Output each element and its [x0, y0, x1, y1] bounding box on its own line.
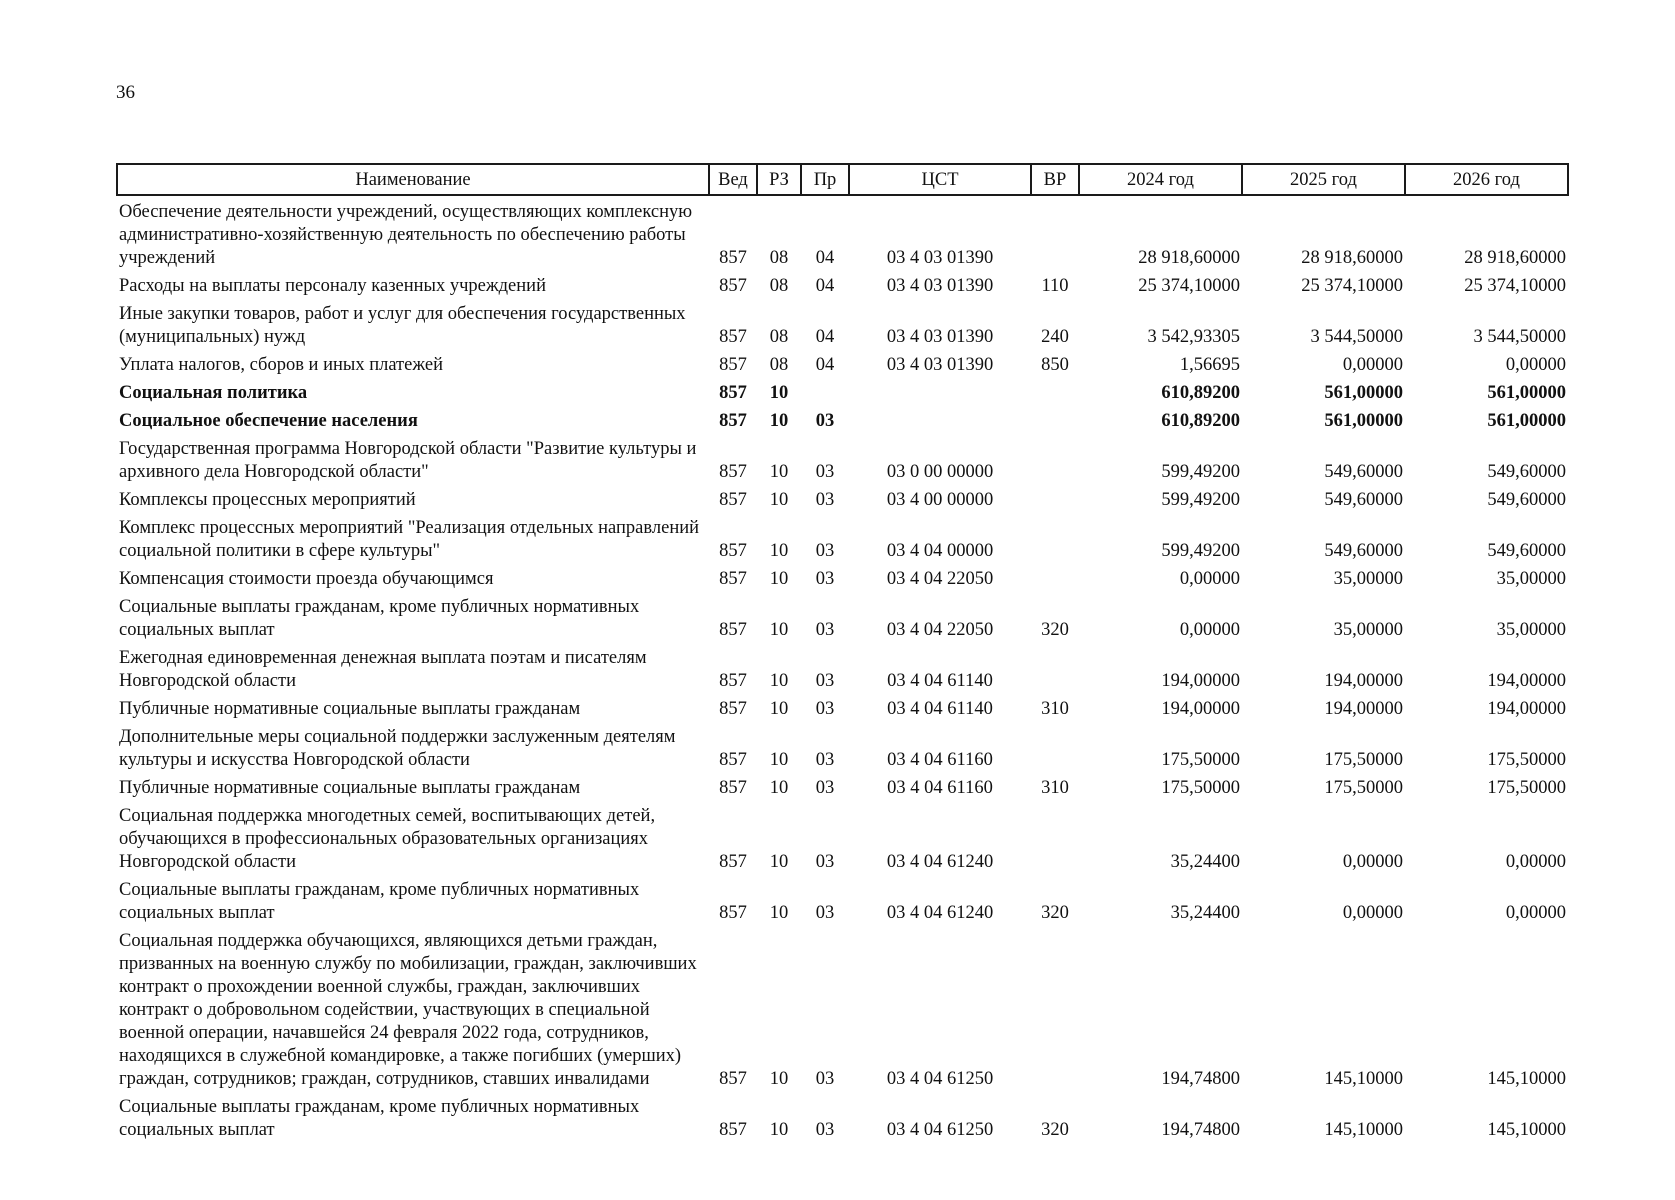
row-ved: 857 — [719, 383, 747, 403]
row-rz: 10 — [769, 750, 789, 770]
row-ved: 857 — [719, 248, 747, 268]
header-2024: 2024 год — [1079, 164, 1242, 195]
row-pr: 03 — [815, 620, 835, 640]
row-rz: 10 — [769, 541, 789, 561]
table-row — [117, 800, 1568, 874]
table-row — [117, 270, 1568, 298]
row-rz: 08 — [769, 355, 789, 375]
header-rz: РЗ — [757, 164, 801, 195]
row-rz: 10 — [769, 462, 789, 482]
row-2026: 561,00000 — [1487, 383, 1566, 403]
row-2026: 0,00000 — [1505, 852, 1566, 872]
row-pr: 03 — [815, 490, 835, 510]
header-2026: 2026 год — [1405, 164, 1568, 195]
table-row — [117, 693, 1568, 721]
table-row — [117, 195, 1568, 270]
table-row — [117, 377, 1568, 405]
table-row — [117, 874, 1568, 925]
row-name: Ежегодная единовременная денежная выплата поэтам и писателям Новгородской области — [119, 648, 647, 691]
row-cst: 03 4 04 61250 — [886, 1069, 994, 1089]
row-name: Компенсация стоимости проезда обучающимся — [119, 569, 494, 589]
row-ved: 857 — [719, 276, 747, 296]
row-cst: 03 4 00 00000 — [886, 490, 994, 510]
row-vr: 850 — [1041, 355, 1069, 375]
row-2025: 145,10000 — [1324, 1069, 1403, 1089]
row-vr: 320 — [1041, 1120, 1069, 1140]
row-rz: 10 — [769, 620, 789, 640]
row-pr: 03 — [815, 462, 835, 482]
row-2024: 3 542,93305 — [1147, 327, 1240, 347]
row-2025: 0,00000 — [1342, 355, 1403, 375]
table-row — [117, 591, 1568, 642]
row-2025: 0,00000 — [1342, 852, 1403, 872]
row-2024: 599,49200 — [1161, 462, 1240, 482]
row-ved: 857 — [719, 1069, 747, 1089]
row-rz: 10 — [769, 411, 789, 431]
row-vr — [1031, 642, 1079, 693]
row-name: Публичные нормативные социальные выплаты гражданам — [119, 699, 581, 719]
row-vr — [1031, 800, 1079, 874]
row-cst: 03 4 03 01390 — [886, 276, 994, 296]
row-2025: 549,60000 — [1324, 490, 1403, 510]
table-row — [117, 512, 1568, 563]
row-pr: 03 — [815, 569, 835, 589]
row-2026: 549,60000 — [1487, 541, 1566, 561]
row-2024: 0,00000 — [1179, 569, 1240, 589]
row-cst: 03 4 04 22050 — [886, 620, 994, 640]
row-ved: 857 — [719, 355, 747, 375]
row-rz: 08 — [769, 327, 789, 347]
row-ved: 857 — [719, 778, 747, 798]
row-pr: 04 — [815, 276, 835, 296]
row-name: Социальные выплаты гражданам, кроме публичных нормативных социальных выплат — [119, 880, 640, 923]
row-name: Иные закупки товаров, работ и услуг для обеспечения государственных (муниципальных) нужд — [119, 304, 686, 347]
row-pr: 03 — [815, 1120, 835, 1140]
row-ved: 857 — [719, 699, 747, 719]
header-vr: ВР — [1031, 164, 1079, 195]
row-2024: 194,00000 — [1161, 699, 1240, 719]
row-ved: 857 — [719, 620, 747, 640]
row-2025: 35,00000 — [1333, 569, 1403, 589]
page-number: 36 — [116, 82, 135, 103]
row-ved: 857 — [719, 671, 747, 691]
row-rz: 10 — [769, 852, 789, 872]
row-2026: 194,00000 — [1487, 699, 1566, 719]
table-row — [117, 349, 1568, 377]
row-pr: 03 — [815, 903, 835, 923]
row-ved: 857 — [719, 852, 747, 872]
row-cst: 03 4 04 22050 — [886, 569, 994, 589]
row-2025: 145,10000 — [1324, 1120, 1403, 1140]
row-pr: 04 — [815, 355, 835, 375]
table-row — [117, 563, 1568, 591]
header-cst: ЦСТ — [849, 164, 1031, 195]
row-2026: 175,50000 — [1487, 778, 1566, 798]
row-cst: 03 4 04 61240 — [886, 852, 994, 872]
row-vr — [1031, 563, 1079, 591]
row-2024: 194,00000 — [1161, 671, 1240, 691]
row-name: Социальная поддержка обучающихся, являющихся детьми граждан, призванных на военную службу по мобилизации, граждан, заключивших контракт о прохождении военной службы, граждан, заключивших контракт о добровольном содействии, участвующих в специальной военной операции, начавшейся 24 февраля 2022 года, сотрудников, находящихся в служебной командировке, а также погибших (умерших) граждан, сотрудников; граждан, сотрудников, ставших инвалидами — [119, 931, 697, 1089]
row-name: Обеспечение деятельности учреждений, осуществляющих комплексную административно-хозяйственную деятельность по обеспечению работы учреждений — [119, 202, 693, 268]
row-2026: 25 374,10000 — [1464, 276, 1566, 296]
row-name: Государственная программа Новгородской области "Развитие культуры и архивного дела Новгородской области" — [119, 439, 697, 482]
row-name: Уплата налогов, сборов и иных платежей — [119, 355, 444, 375]
table-row — [117, 484, 1568, 512]
row-2026: 549,60000 — [1487, 462, 1566, 482]
row-2025: 549,60000 — [1324, 462, 1403, 482]
row-vr — [1031, 377, 1079, 405]
row-pr: 03 — [815, 778, 835, 798]
row-rz: 08 — [769, 276, 789, 296]
row-name: Социальная политика — [119, 383, 308, 403]
table-body — [117, 195, 1568, 1142]
row-name: Комплексы процессных мероприятий — [119, 490, 416, 510]
row-pr: 03 — [815, 699, 835, 719]
table-row — [117, 642, 1568, 693]
row-cst: 03 4 04 00000 — [886, 541, 994, 561]
row-2024: 1,56695 — [1179, 355, 1240, 375]
row-rz: 10 — [769, 1120, 789, 1140]
row-2026: 549,60000 — [1487, 490, 1566, 510]
row-2026: 194,00000 — [1487, 671, 1566, 691]
row-ved: 857 — [719, 541, 747, 561]
row-2026: 175,50000 — [1487, 750, 1566, 770]
budget-table — [116, 163, 1569, 1142]
row-name: Дополнительные меры социальной поддержки заслуженным деятелям культуры и искусства Новгородской области — [119, 727, 676, 770]
row-vr — [1031, 195, 1079, 270]
row-2025: 175,50000 — [1324, 778, 1403, 798]
row-2024: 35,24400 — [1170, 903, 1240, 923]
row-cst: 03 4 03 01390 — [886, 355, 994, 375]
table-row — [117, 298, 1568, 349]
row-cst: 03 4 04 61160 — [887, 750, 993, 770]
row-vr: 320 — [1041, 903, 1069, 923]
table-row — [117, 925, 1568, 1091]
row-pr: 04 — [815, 327, 835, 347]
row-pr: 03 — [815, 1069, 835, 1089]
row-2026: 35,00000 — [1496, 620, 1566, 640]
row-cst: 03 4 04 61140 — [887, 699, 993, 719]
row-ved: 857 — [719, 1120, 747, 1140]
header-2025: 2025 год — [1242, 164, 1405, 195]
row-vr — [1031, 484, 1079, 512]
row-ved: 857 — [719, 462, 747, 482]
row-2024: 599,49200 — [1161, 541, 1240, 561]
row-pr — [801, 377, 849, 405]
row-pr: 03 — [815, 541, 835, 561]
row-name: Расходы на выплаты персоналу казенных учреждений — [119, 276, 546, 296]
row-vr: 240 — [1041, 327, 1069, 347]
row-2026: 35,00000 — [1496, 569, 1566, 589]
row-2025: 28 918,60000 — [1301, 248, 1403, 268]
row-2025: 194,00000 — [1324, 699, 1403, 719]
row-2026: 3 544,50000 — [1473, 327, 1566, 347]
table-row — [117, 772, 1568, 800]
row-2026: 0,00000 — [1505, 903, 1566, 923]
row-2025: 35,00000 — [1333, 620, 1403, 640]
table-row — [117, 433, 1568, 484]
row-rz: 10 — [769, 383, 789, 403]
row-rz: 10 — [769, 490, 789, 510]
row-pr: 04 — [815, 248, 835, 268]
row-cst: 03 4 03 01390 — [886, 248, 994, 268]
row-2025: 0,00000 — [1342, 903, 1403, 923]
row-cst: 03 4 04 61160 — [887, 778, 993, 798]
row-vr: 320 — [1041, 620, 1069, 640]
row-rz: 10 — [769, 671, 789, 691]
row-vr: 110 — [1041, 276, 1069, 296]
table-row — [117, 405, 1568, 433]
row-cst: 03 4 04 61140 — [887, 671, 993, 691]
row-rz: 10 — [769, 778, 789, 798]
row-2024: 599,49200 — [1161, 490, 1240, 510]
table-row — [117, 1091, 1568, 1142]
row-name: Социальное обеспечение населения — [119, 411, 418, 431]
row-rz: 10 — [769, 569, 789, 589]
row-2025: 3 544,50000 — [1310, 327, 1403, 347]
row-vr — [1031, 512, 1079, 563]
row-rz: 10 — [769, 1069, 789, 1089]
row-cst — [849, 405, 1031, 433]
row-2025: 561,00000 — [1324, 411, 1403, 431]
row-2024: 194,74800 — [1161, 1069, 1240, 1089]
row-rz: 10 — [769, 903, 789, 923]
row-ved: 857 — [719, 411, 747, 431]
header-row — [117, 164, 1568, 195]
row-name: Комплекс процессных мероприятий "Реализация отдельных направлений социальной политики в сфере культуры" — [119, 518, 700, 561]
row-2026: 561,00000 — [1487, 411, 1566, 431]
row-ved: 857 — [719, 327, 747, 347]
row-name: Социальная поддержка многодетных семей, воспитывающих детей, обучающихся в профессиональных образовательных организациях Новгородской области — [119, 806, 656, 872]
row-2025: 175,50000 — [1324, 750, 1403, 770]
header-ved: Вед — [709, 164, 757, 195]
row-pr: 03 — [815, 852, 835, 872]
row-ved: 857 — [719, 490, 747, 510]
row-ved: 857 — [719, 569, 747, 589]
row-cst: 03 4 04 61250 — [886, 1120, 994, 1140]
row-name: Социальные выплаты гражданам, кроме публичных нормативных социальных выплат — [119, 597, 640, 640]
row-ved: 857 — [719, 903, 747, 923]
row-ved: 857 — [719, 750, 747, 770]
row-2026: 145,10000 — [1487, 1120, 1566, 1140]
row-2024: 610,89200 — [1161, 383, 1240, 403]
row-cst: 03 4 03 01390 — [886, 327, 994, 347]
header-name: Наименование — [117, 164, 709, 195]
row-pr: 03 — [815, 411, 835, 431]
row-2025: 25 374,10000 — [1301, 276, 1403, 296]
row-name: Публичные нормативные социальные выплаты гражданам — [119, 778, 581, 798]
row-2024: 175,50000 — [1161, 778, 1240, 798]
table-header — [117, 164, 1568, 195]
row-2026: 145,10000 — [1487, 1069, 1566, 1089]
row-2025: 194,00000 — [1324, 671, 1403, 691]
row-cst: 03 4 04 61240 — [886, 903, 994, 923]
row-2024: 175,50000 — [1161, 750, 1240, 770]
row-cst: 03 0 00 00000 — [886, 462, 994, 482]
row-rz: 08 — [769, 248, 789, 268]
header-pr: Пр — [801, 164, 849, 195]
row-vr — [1031, 721, 1079, 772]
row-pr: 03 — [815, 671, 835, 691]
row-2024: 610,89200 — [1161, 411, 1240, 431]
row-vr: 310 — [1041, 778, 1069, 798]
row-2026: 28 918,60000 — [1464, 248, 1566, 268]
row-2025: 561,00000 — [1324, 383, 1403, 403]
row-vr — [1031, 925, 1079, 1091]
row-2026: 0,00000 — [1505, 355, 1566, 375]
row-pr: 03 — [815, 750, 835, 770]
table-row — [117, 721, 1568, 772]
row-2024: 25 374,10000 — [1138, 276, 1240, 296]
row-vr — [1031, 405, 1079, 433]
row-2024: 28 918,60000 — [1138, 248, 1240, 268]
row-2024: 35,24400 — [1170, 852, 1240, 872]
row-name: Социальные выплаты гражданам, кроме публичных нормативных социальных выплат — [119, 1097, 640, 1140]
row-2025: 549,60000 — [1324, 541, 1403, 561]
row-vr — [1031, 433, 1079, 484]
row-2024: 194,74800 — [1161, 1120, 1240, 1140]
row-2024: 0,00000 — [1179, 620, 1240, 640]
row-rz: 10 — [769, 699, 789, 719]
row-cst — [849, 377, 1031, 405]
row-vr: 310 — [1041, 699, 1069, 719]
